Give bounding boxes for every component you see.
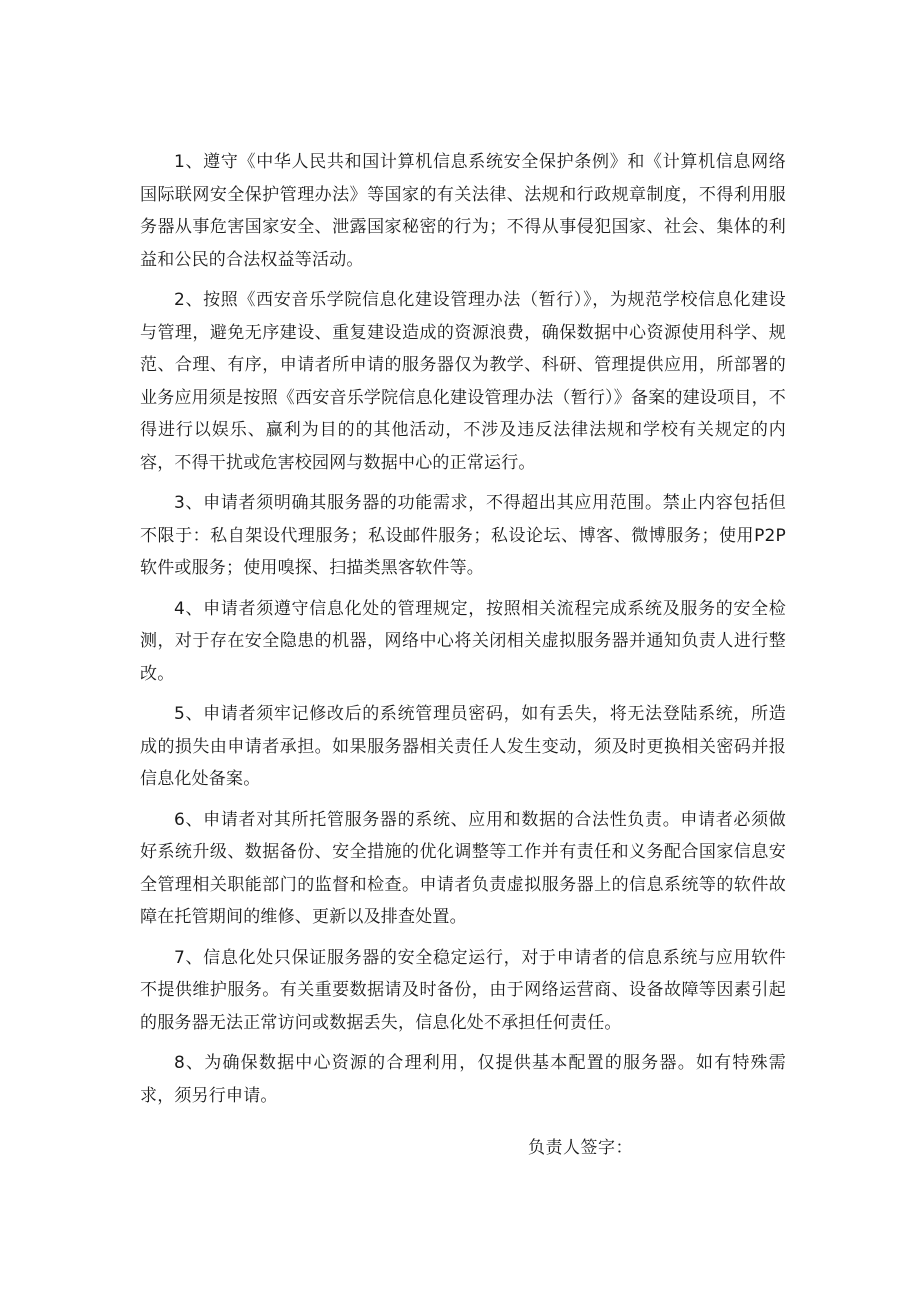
clause-3: 3、申请者须明确其服务器的功能需求，不得超出其应用范围。禁止内容包括但不限于：私自架设代理服务；私设邮件服务；私设论坛、博客、微博服务；使用P2P软件或服务；使用嗅探、扫描类黑客软件等。 bbox=[140, 493, 786, 578]
clause-1: 1、遵守《中华人民共和国计算机信息系统安全保护条例》和《计算机信息网络国际联网安全保护管理办法》等国家的有关法律、法规和行政规章制度，不得利用服务器从事危害国家安全、泄露国家秘密的行为；不得从事侵犯国家、社会、集体的利益和公民的合法权益等活动。 bbox=[140, 152, 786, 270]
clause-6: 6、申请者对其所托管服务器的系统、应用和数据的合法性负责。申请者必须做好系统升级、数据备份、安全措施的优化调整等工作并有责任和义务配合国家信息安全管理相关职能部门的监督和检查。申请者负责虚拟服务器上的信息系统等的软件故障在托管期间的维修、更新以及排查处置。 bbox=[140, 809, 786, 927]
clause-4: 4、申请者须遵守信息化处的管理规定，按照相关流程完成系统及服务的安全检测，对于存在安全隐患的机器，网络中心将关闭相关虚拟服务器并通知负责人进行整改。 bbox=[140, 598, 786, 684]
clause-7: 7、信息化处只保证服务器的安全稳定运行，对于申请者的信息系统与应用软件不提供维护服务。有关重要数据请及时备份，由于网络运营商、设备故障等因素引起的服务器无法正常访问或数据丢失，信息化处不承担任何责任。 bbox=[140, 947, 786, 1033]
signature-label: 负责人签字： bbox=[528, 1138, 633, 1158]
clause-8: 8、为确保数据中心资源的合理利用，仅提供基本配置的服务器。如有特殊需求，须另行申请。 bbox=[140, 1053, 786, 1106]
clause-2: 2、按照《西安音乐学院信息化建设管理办法（暂行）》，为规范学校信息化建设与管理，避免无序建设、重复建设造成的资源浪费，确保数据中心资源使用科学、规范、合理、有序，申请者所申请的服务器仅为教学、科研、管理提供应用，所部署的业务应用须是按照《西安音乐学院信息化建设管理办法（暂行）》备案的建设项目，不得进行以娱乐、赢利为目的的其他活动，不涉及违反法律法规和学校有关规定的内容，不得干扰或危害校园网与数据中心的正常运行。 bbox=[140, 290, 786, 473]
document-body bbox=[140, 146, 786, 1120]
clause-5: 5、申请者须牢记修改后的系统管理员密码，如有丢失，将无法登陆系统，所造成的损失由申请者承担。如果服务器相关责任人发生变动，须及时更换相关密码并报信息化处备案。 bbox=[140, 704, 786, 789]
